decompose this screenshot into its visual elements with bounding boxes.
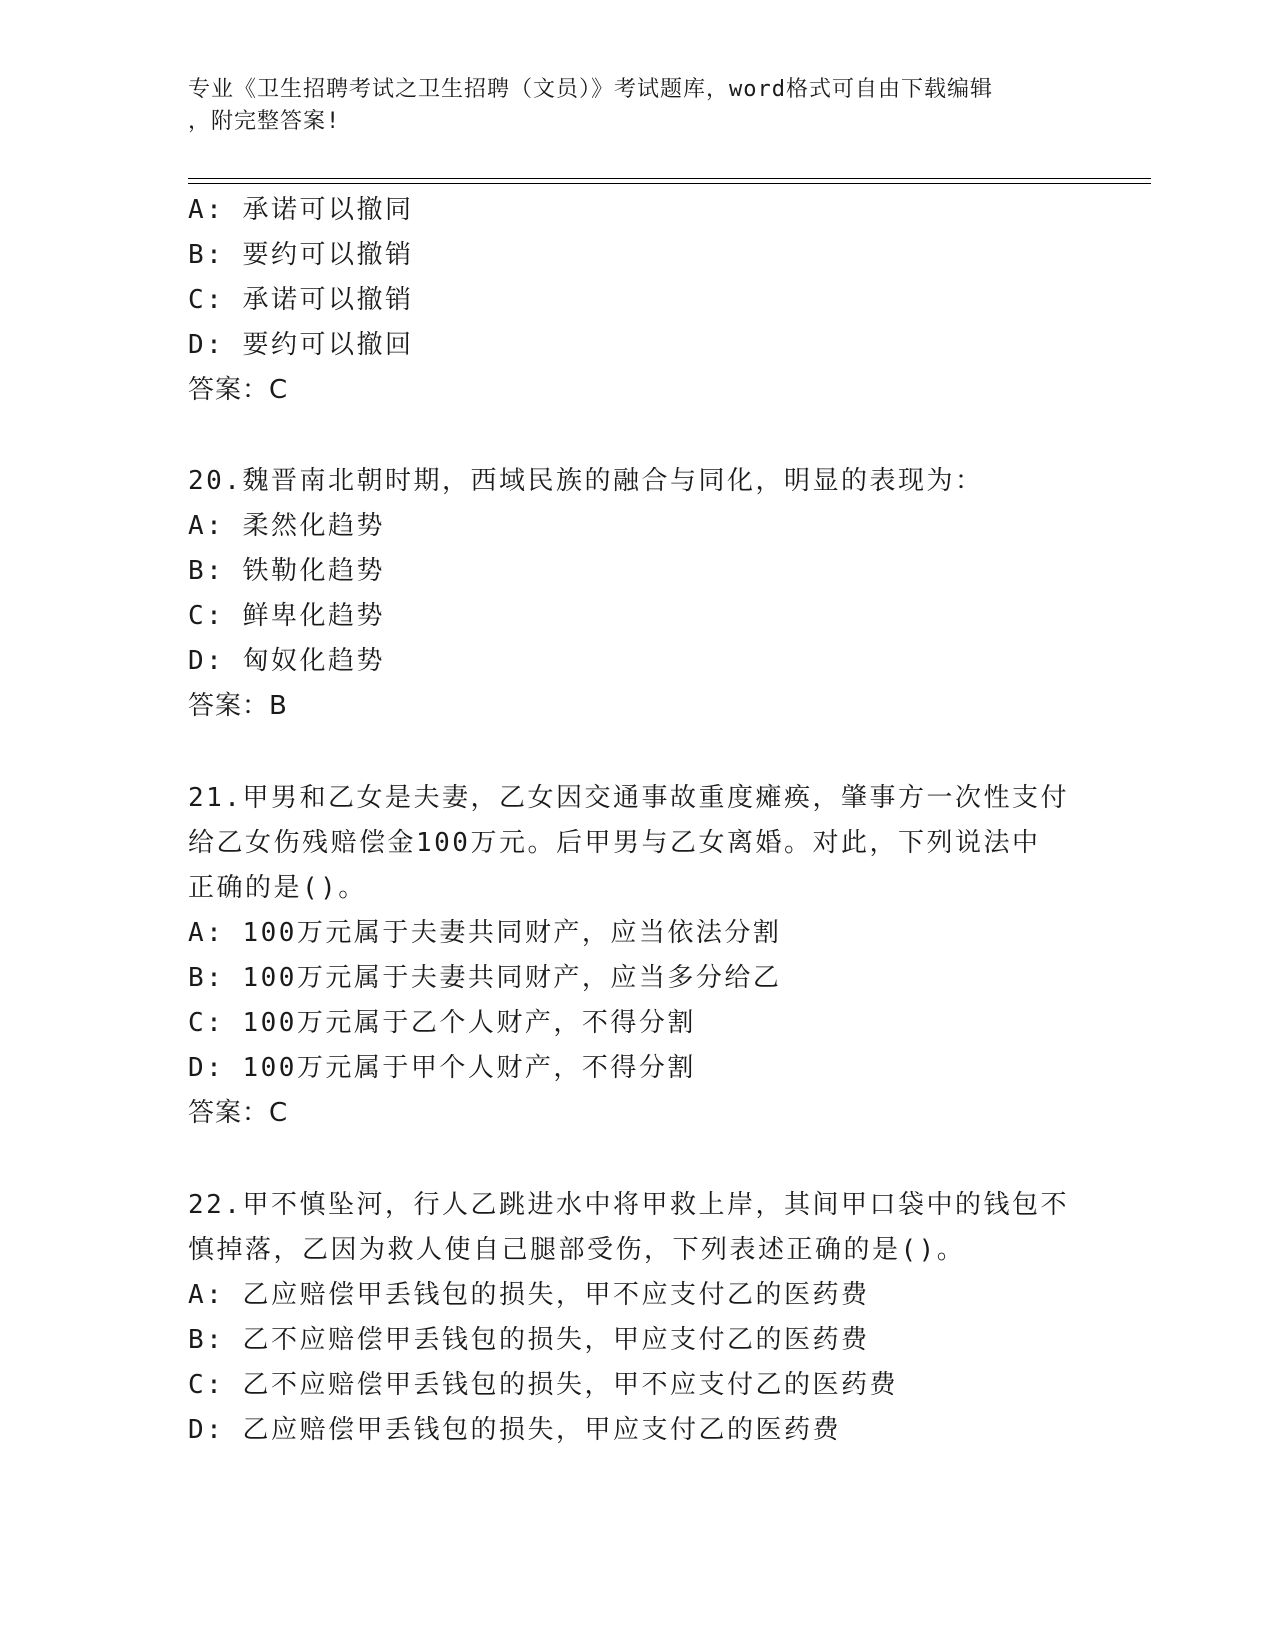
q21-stem-line-3: 正确的是()。 — [188, 873, 367, 903]
header-rule-top — [188, 178, 1151, 179]
q21-stem-line-2: 给乙女伤残赔偿金100万元。后甲男与乙女离婚。对此，下列说法中 — [188, 828, 1041, 858]
q20-option-b: B: 铁勒化趋势 — [188, 556, 385, 586]
header-rule-bottom — [188, 183, 1151, 184]
q19-option-a: A: 承诺可以撤同 — [188, 195, 414, 225]
q22-stem-line-1: 22.甲不慎坠河，行人乙跳进水中将甲救上岸，其间甲口袋中的钱包不 — [188, 1190, 1069, 1220]
q20-option-a: A: 柔然化趋势 — [188, 511, 385, 541]
q21-option-a: A: 100万元属于夫妻共同财产，应当依法分割 — [188, 918, 782, 948]
q22-option-d: D: 乙应赔偿甲丢钱包的损失，甲应支付乙的医药费 — [188, 1415, 841, 1445]
q20-answer: 答案：B — [188, 691, 288, 721]
q21-option-d: D: 100万元属于甲个人财产，不得分割 — [188, 1053, 696, 1083]
q22-stem-line-2: 慎掉落，乙因为救人使自己腿部受伤，下列表述正确的是()。 — [188, 1235, 966, 1265]
q21-answer: 答案：C — [188, 1098, 289, 1128]
q21-stem-line-1: 21.甲男和乙女是夫妻，乙女因交通事故重度瘫痪，肇事方一次性支付 — [188, 783, 1069, 813]
q19-option-b: B: 要约可以撤销 — [188, 240, 414, 270]
q20-option-c: C: 鲜卑化趋势 — [188, 601, 385, 631]
q19-answer: 答案：C — [188, 375, 289, 405]
q22-option-a: A: 乙应赔偿甲丢钱包的损失，甲不应支付乙的医药费 — [188, 1280, 870, 1310]
q21-option-c: C: 100万元属于乙个人财产，不得分割 — [188, 1008, 696, 1038]
document-header — [188, 74, 1088, 138]
q22-option-c: C: 乙不应赔偿甲丢钱包的损失，甲不应支付乙的医药费 — [188, 1370, 898, 1400]
q20-stem: 20.魏晋南北朝时期，西域民族的融合与同化，明显的表现为： — [188, 466, 984, 496]
q19-option-c: C: 承诺可以撤销 — [188, 285, 414, 315]
q20-option-d: D: 匈奴化趋势 — [188, 646, 385, 676]
header-line-1: 专业《卫生招聘考试之卫生招聘（文员）》考试题库，word格式可自由下载编辑 — [188, 77, 993, 102]
q21-option-b: B: 100万元属于夫妻共同财产，应当多分给乙 — [188, 963, 782, 993]
q19-option-d: D: 要约可以撤回 — [188, 330, 414, 360]
header-line-2: ，附完整答案! — [188, 109, 341, 134]
q22-option-b: B: 乙不应赔偿甲丢钱包的损失，甲应支付乙的医药费 — [188, 1325, 870, 1355]
